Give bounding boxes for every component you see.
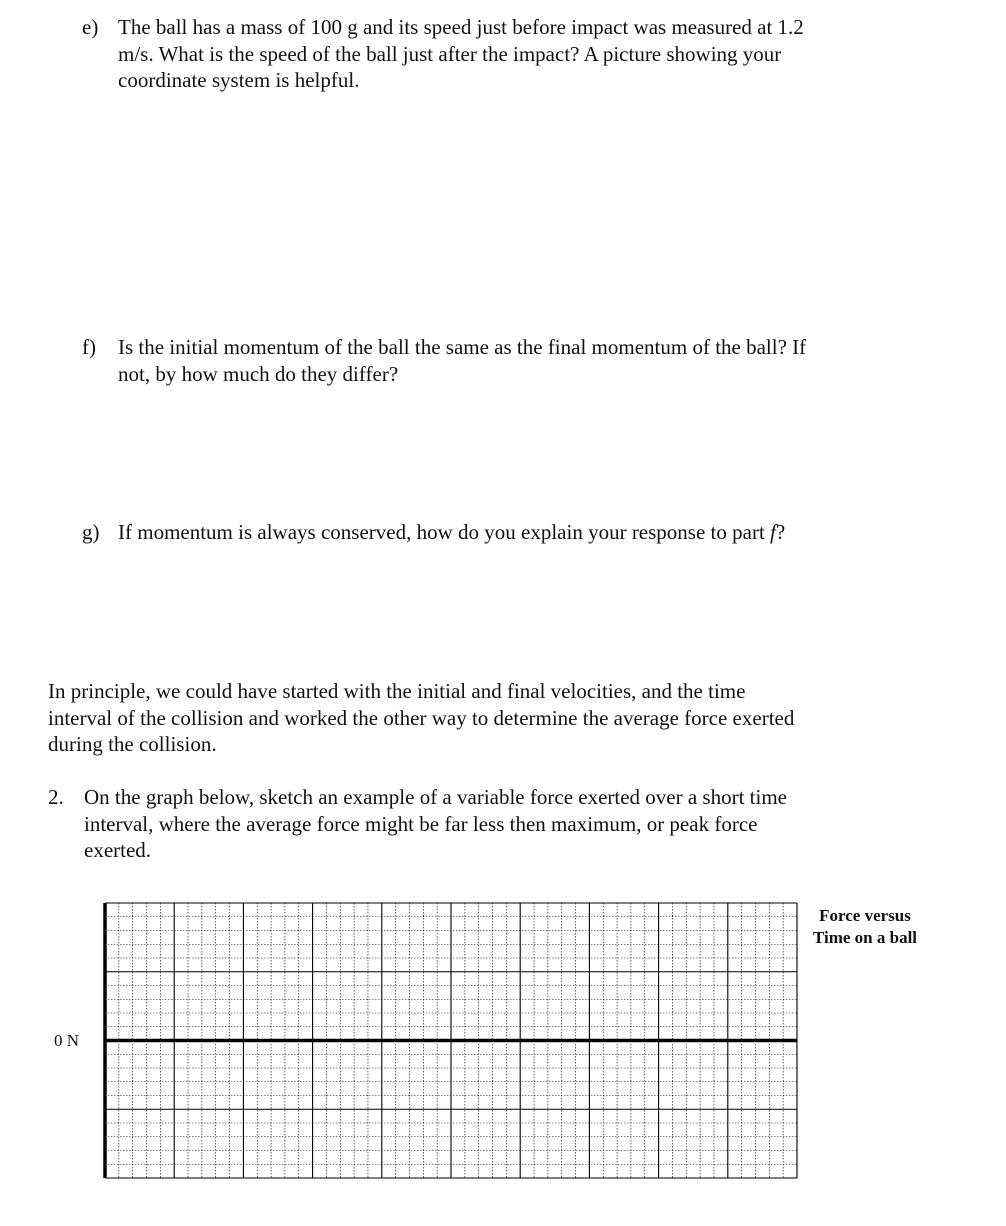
principle-line-2: interval of the collision and worked the other way to determine the average force exerted <box>48 705 795 730</box>
question-f-line-1: Is the initial momentum of the ball the same as the final momentum of the ball? If <box>118 335 807 359</box>
principle-line-3: during the collision. <box>48 732 217 756</box>
question-g-label: g) <box>82 520 100 544</box>
zero-newton-label: 0 N <box>54 1031 80 1050</box>
question-g-main: If momentum is always conserved, how do you explain your response to part <box>118 520 771 544</box>
graph-title <box>804 905 926 949</box>
question-2-line-3: exerted. <box>84 838 152 862</box>
question-f-line-2: not, by how much do they differ? <box>118 361 399 386</box>
graph-title-line-2: Time on a ball <box>812 928 918 947</box>
question-e-line-1: The ball has a mass of 100 g and its speed just before impact was measured at 1.2 <box>118 15 804 39</box>
question-2-line-2: interval, where the average force might be far less then maximum, or peak force <box>84 811 758 836</box>
question-2-line-1: On the graph below, sketch an example of a variable force exerted over a short time <box>84 785 788 809</box>
question-g-ref: f <box>770 520 776 544</box>
graph-title-line-1: Force versus <box>819 906 911 925</box>
question-e-line-2: m/s. What is the speed of the ball just after the impact? A picture showing your <box>118 41 782 66</box>
question-e-line-3: coordinate system is helpful. <box>118 68 360 92</box>
principle-line-1: In principle, we could have started with the initial and final velocities, and the time <box>48 679 746 703</box>
question-f-label: f) <box>82 335 96 359</box>
question-e-label: e) <box>82 15 99 39</box>
question-g-end: ? <box>775 520 786 544</box>
question-2-label: 2. <box>48 785 64 809</box>
